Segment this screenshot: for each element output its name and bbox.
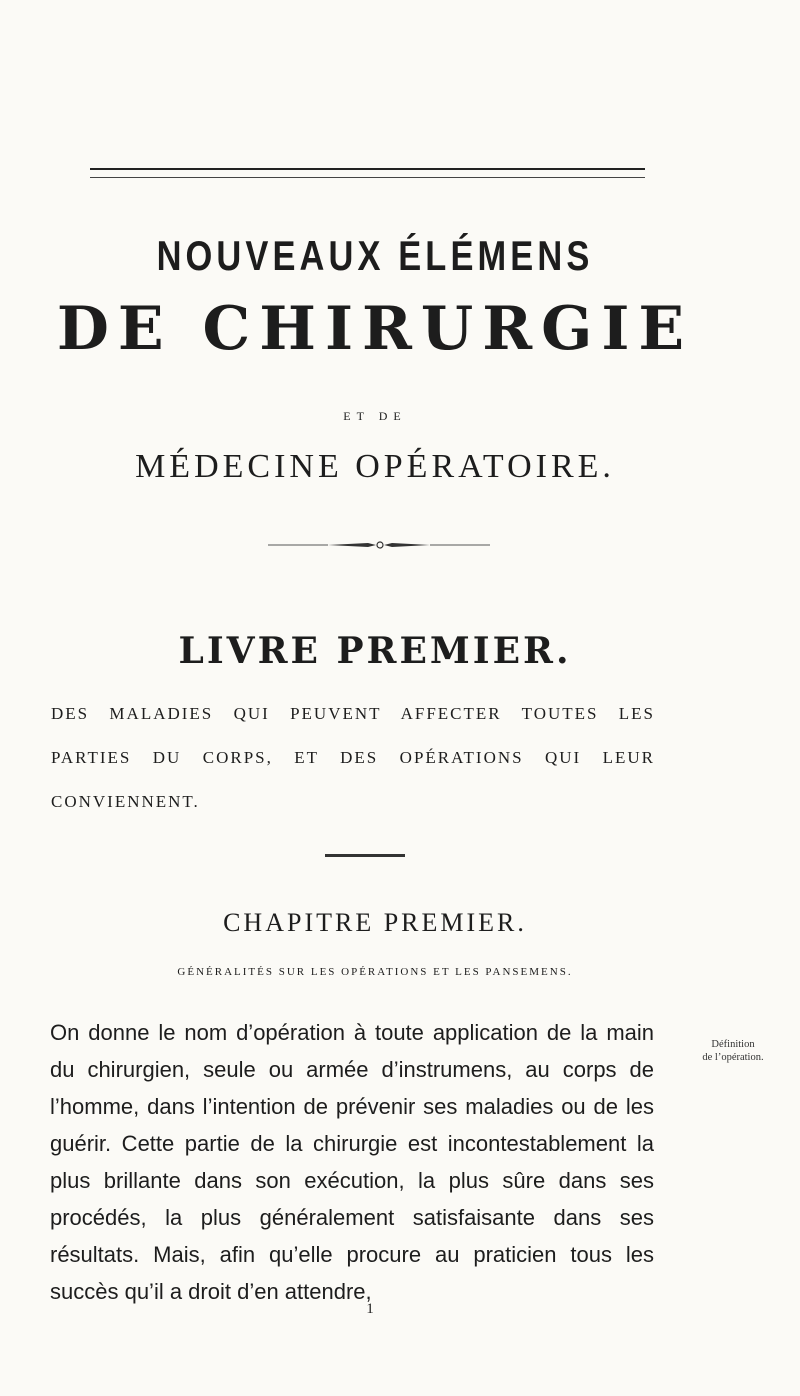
chapter-subtitle: GÉNÉRALITÉS SUR LES OPÉRATIONS ET LES PANSEMENS. (177, 966, 573, 978)
margin-note (666, 1038, 800, 1064)
body-text (50, 1014, 654, 1310)
page-number: 1 (366, 1301, 374, 1317)
header-double-rule (90, 168, 645, 178)
title-line-1: NOUVEAUX ÉLÉMENS (156, 232, 594, 279)
chapter-rule (325, 854, 405, 857)
title-line-3: MÉDECINE OPÉRATOIRE. (135, 448, 615, 485)
ornament-divider-icon (268, 541, 490, 549)
margin-note-line-1: Définition (711, 1039, 755, 1050)
margin-note-line-2: de l’opération. (702, 1052, 764, 1063)
title-line-2: DE CHIRURGIE (56, 294, 694, 364)
title-conjunction: ET DE (343, 409, 407, 423)
book-title: LIVRE PREMIER. (178, 630, 572, 672)
book-subtitle: DES MALADIES QUI PEUVENT AFFECTER TOUTES LES PARTIES DU CORPS, ET DES OPÉRATIONS QUI LEUR CONVIENNENT. (51, 704, 655, 811)
body-paragraph: On donne le nom d’opération à toute application de la main du chirurgien, seule ou armée d’instrumens, au corps de l’homme, dans l’intention de prévenir ses maladies ou de les guérir. Cette partie de la chirurgie est incontestablement la plus brillante dans son exécution, la plus sûre dans ses procédés, la plus généralement satisfaisante dans ses résultats. Mais, afin qu’elle procure au praticien tous les succès qu’il a droit d’en attendre, (50, 1020, 654, 1304)
chapter-title: CHAPITRE PREMIER. (223, 908, 527, 937)
